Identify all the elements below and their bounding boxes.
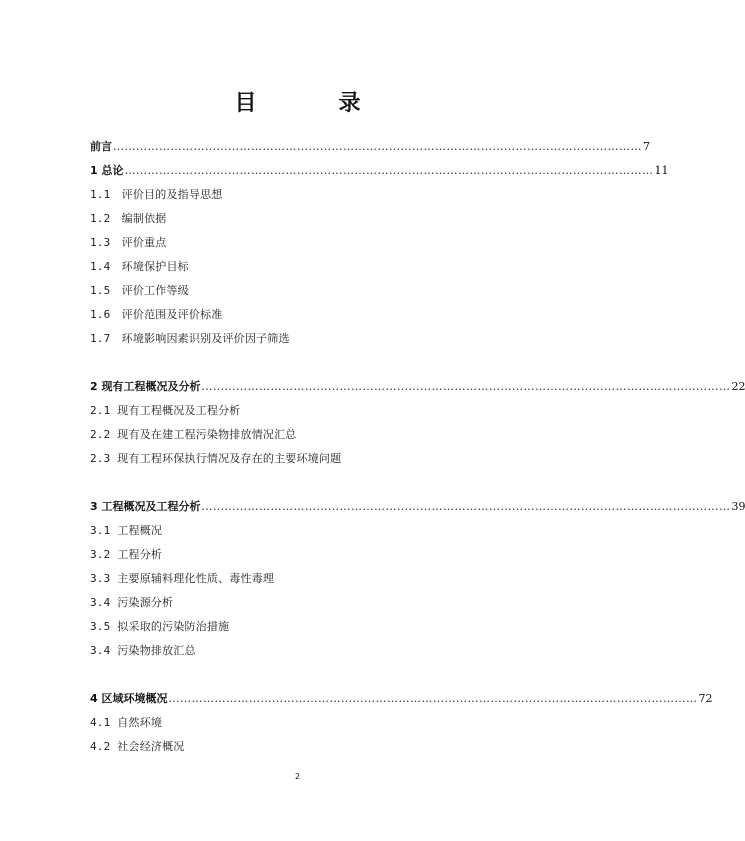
toc-entry-label: 4 区域环境概况 [90,692,168,705]
toc-entry-preface[interactable] [90,139,650,155]
toc-leader-dots: ………………………………………………………………………………………………………………………… [113,140,642,153]
toc-subentry[interactable]: 2.3 现有工程环保执行情况及存在的主要环境问题 [90,452,342,465]
toc-entry-ch1[interactable] [90,163,669,179]
toc-subentry[interactable]: 3.3 主要原辅料理化性质、毒性毒理 [90,572,275,585]
toc-entry-ch3[interactable] [90,499,745,515]
toc-entry-page: 7 [643,140,650,153]
toc-leader-dots: ………………………………………………………………………………………………………………………… [201,380,731,393]
toc-subentry[interactable]: 4.2 社会经济概况 [90,740,185,753]
toc-subentry[interactable]: 2.2 现有及在建工程污染物排放情况汇总 [90,428,297,441]
toc-entry-ch4[interactable] [90,691,713,707]
toc-leader-dots: ………………………………………………………………………………………………………………………… [168,692,698,705]
toc-leader-dots: ………………………………………………………………………………………………………………………… [201,500,731,513]
toc-entry-label: 2 现有工程概况及分析 [90,380,201,393]
toc-subentry[interactable]: 1.7 环境影响因素识别及评价因子筛选 [90,332,290,345]
toc-subentry[interactable]: 3.4 污染源分析 [90,596,174,609]
toc-subentry[interactable]: 1.3 评价重点 [90,236,167,249]
toc-entry-page: 72 [698,692,713,705]
toc-entry-page: 22 [731,380,745,393]
toc-subentry[interactable]: 1.1 评价目的及指导思想 [90,188,223,201]
toc-leader-dots: ………………………………………………………………………………………………………………………… [124,164,654,177]
toc-subentry[interactable]: 3.2 工程分析 [90,548,163,561]
toc-entry-ch2[interactable] [90,379,745,395]
toc-subentry[interactable]: 3.1 工程概况 [90,524,163,537]
toc-entry-label: 3 工程概况及工程分析 [90,500,201,513]
toc-subentry[interactable]: 1.5 评价工作等级 [90,284,189,297]
toc-subentry[interactable]: 1.6 评价范围及评价标准 [90,308,223,321]
toc-entry-page: 39 [731,500,745,513]
page-title: 目 录 [234,91,391,116]
toc-subentry[interactable]: 3.5 拟采取的污染防治措施 [90,620,230,633]
page-number: 2 [294,772,301,781]
toc-subentry[interactable]: 2.1 现有工程概况及工程分析 [90,404,241,417]
toc-entry-page: 11 [654,164,669,177]
toc-subentry[interactable]: 1.4 环境保护目标 [90,260,189,273]
toc-subentry[interactable]: 4.1 自然环境 [90,716,163,729]
toc-entry-label: 1 总论 [90,164,124,177]
toc-subentry[interactable]: 3.4 污染物排放汇总 [90,644,196,657]
toc-entry-label: 前言 [90,140,112,153]
toc-subentry[interactable]: 1.2 编制依据 [90,212,167,225]
